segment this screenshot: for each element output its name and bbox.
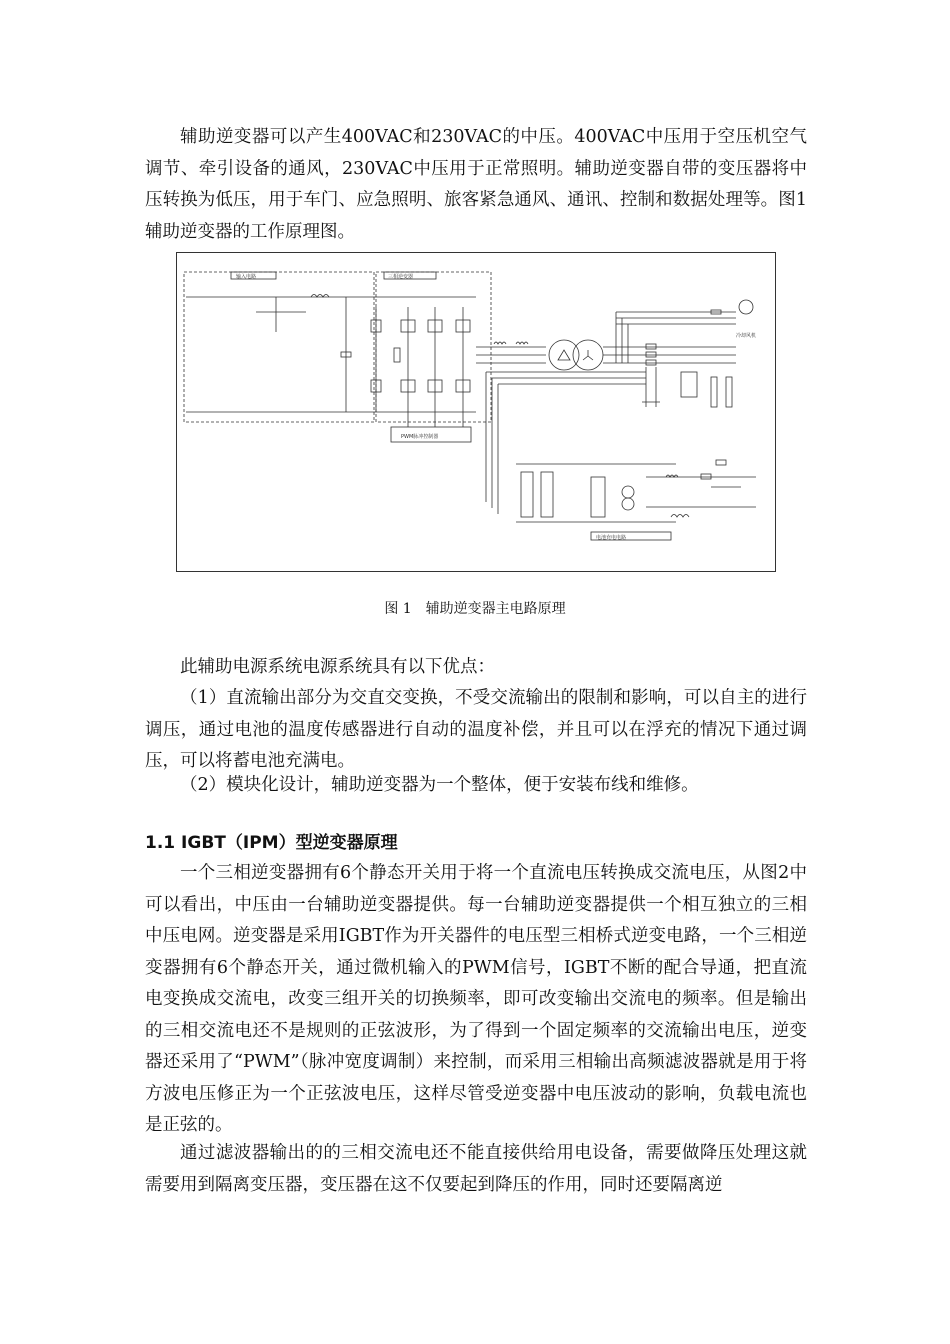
svg-text:PWM脉冲控制器: PWM脉冲控制器: [401, 434, 439, 440]
paragraph-advantage-2: （2）模块化设计，辅助逆变器为一个整体，便于安装布线和维修。: [180, 775, 699, 795]
figure-caption: 图 1 辅助逆变器主电路原理: [384, 601, 566, 617]
svg-text:冷却风机: 冷却风机: [736, 333, 757, 339]
paragraph-intro: 辅助逆变器可以产生400VAC和230VAC的中压。400VAC中压用于空压机空气调节、牵引设备的通风，230VAC中压用于正常照明。辅助逆变器自带的变压器将中压转换为低压，用于车门、应急照明、旅客紧急通风、通讯、控制和数据处理等。图1辅助逆变器的工作原理图。: [145, 127, 807, 242]
paragraph-igbt-principle: 一个三相逆变器拥有6个静态开关用于将一个直流电压转换成交流电压，从图2中可以看出，中压由一台辅助逆变器提供。每一台辅助逆变器提供一个相互独立的三相中压电网。逆变器是采用IGBT作为开关器件的电压型三相桥式逆变电路，一个三相逆变器拥有6个静态开关，通过微机输入的PWM信号，IGBT不断的配合导通，把直流电变换成交流电，改变三组开关的切换频率，即可改变输出交流电的频率。但是输出的三相交流电还不是规则的正弦波形，为了得到一个固定频率的交流输出电压，逆变器还采用了“PWM”（脉冲宽度调制）来控制，而采用三相输出高频滤波器就是用于将方波电压修正为一个正弦波电压，这样尽管受逆变器中电压波动的影响，负载电流也是正弦的。: [145, 863, 807, 1135]
circuit-diagram-figure: [176, 252, 776, 572]
paragraph-advantage-1: （1）直流输出部分为交直交变换，不受交流输出的限制和影响，可以自主的进行调压，通过电池的温度传感器进行自动的温度补偿，并且可以在浮充的情况下通过调压，可以将蓄电池充满电。: [145, 688, 807, 771]
svg-text:三相逆变器: 三相逆变器: [388, 274, 414, 280]
svg-text:输入电路: 输入电路: [236, 274, 257, 280]
circuit-diagram: [176, 252, 776, 572]
section-heading: 1.1 IGBT（IPM）型逆变器原理: [145, 833, 398, 853]
paragraph-advantages-intro: 此辅助电源系统电源系统具有以下优点：: [180, 657, 495, 677]
paragraph-filter-transformer: 通过滤波器输出的的三相交流电还不能直接供给用电设备，需要做降压处理这就需要用到隔离变压器，变压器在这不仅要起到降压的作用，同时还要隔离逆: [145, 1143, 807, 1195]
svg-text:电池充电电路: 电池充电电路: [596, 535, 627, 541]
